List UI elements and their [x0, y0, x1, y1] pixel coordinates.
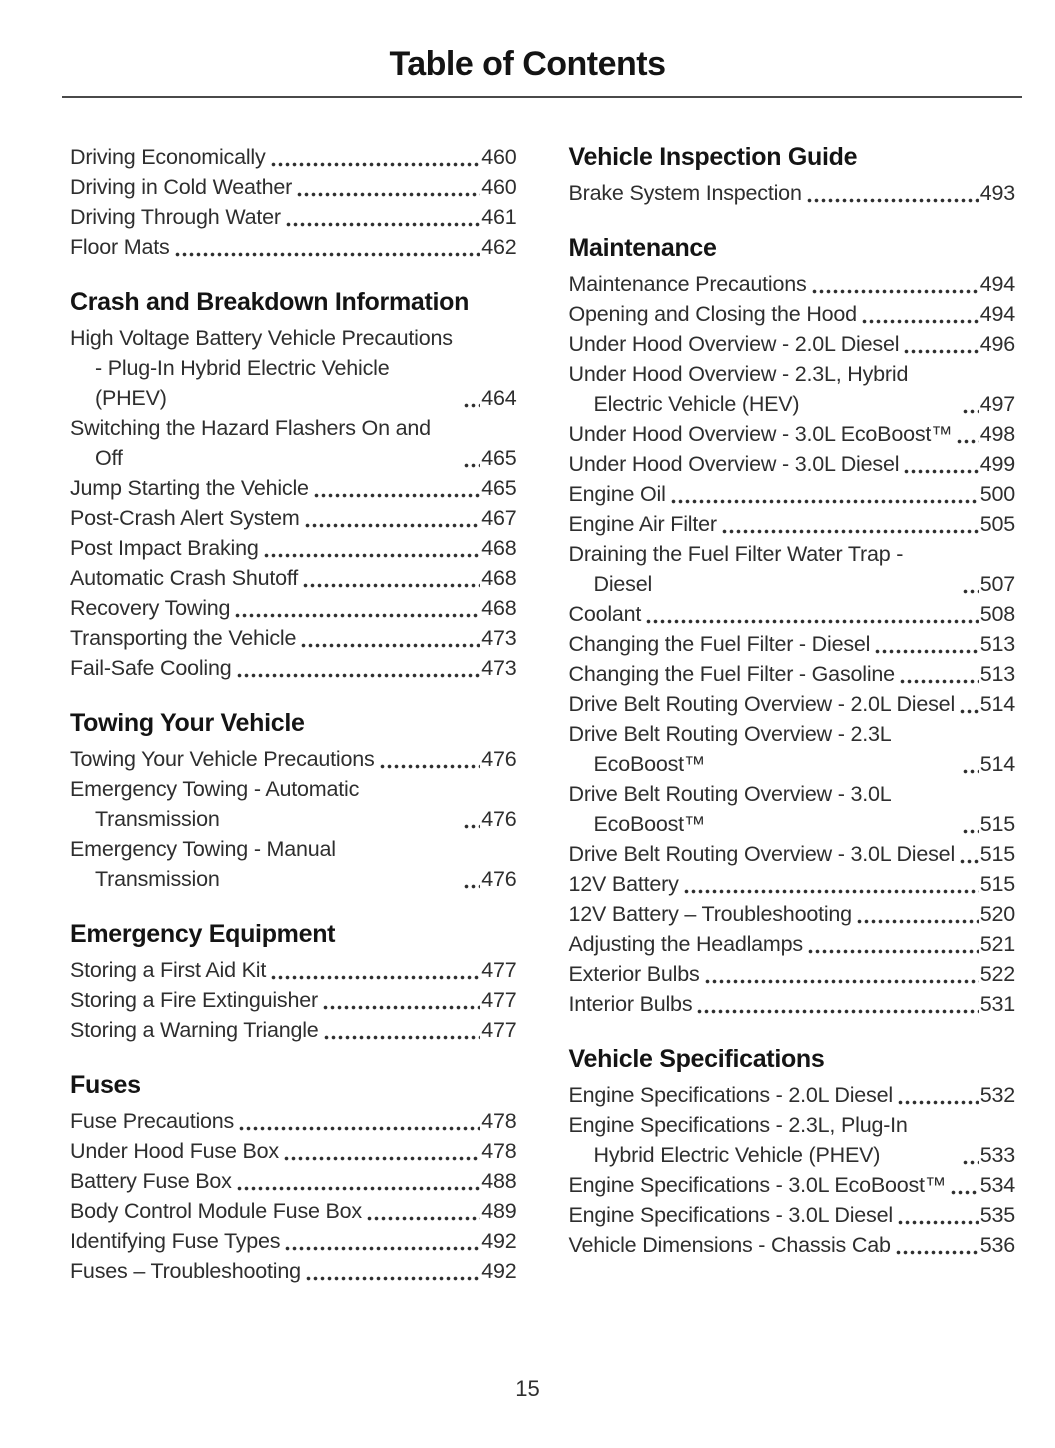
leader-dots — [367, 1196, 480, 1226]
toc-entry — [569, 479, 1016, 509]
leader-dots — [862, 299, 979, 329]
toc-entry-label: Emergency Towing - Manual Transmission — [70, 837, 336, 891]
toc-entry — [569, 1080, 1016, 1110]
leader-dots — [235, 593, 480, 623]
toc-entry-label: Storing a Fire Extinguisher — [70, 988, 318, 1012]
toc-entry — [70, 563, 517, 593]
toc-entry — [569, 839, 1016, 869]
toc-entry-label: Switching the Hazard Flashers On and Off — [70, 416, 431, 470]
toc-entry-page: 514 — [979, 752, 1015, 776]
leader-dots — [705, 959, 979, 989]
leader-dots — [175, 232, 481, 262]
toc-entry — [70, 1196, 517, 1226]
leader-dots — [951, 1170, 979, 1200]
toc-entry — [569, 629, 1016, 659]
toc-entry-label: 12V Battery – Troubleshooting — [568, 902, 852, 926]
toc-entry-label: Under Hood Overview - 3.0L Diesel — [568, 452, 900, 476]
toc-entry-page: 492 — [481, 1259, 517, 1283]
leader-dots — [271, 142, 481, 172]
leader-dots — [237, 1166, 481, 1196]
toc-entry — [569, 1170, 1016, 1200]
toc-entry — [569, 359, 1016, 419]
toc-entry-label: Drive Belt Routing Overview - 2.0L Diesel — [568, 692, 956, 716]
toc-entry — [569, 869, 1016, 899]
toc-entry-label: Maintenance Precautions — [568, 272, 807, 296]
toc-entry-page: 493 — [979, 181, 1015, 205]
toc-entry-label: Engine Specifications - 2.0L Diesel — [568, 1083, 893, 1107]
toc-entry — [70, 1106, 517, 1136]
toc-entry-page: 476 — [481, 807, 517, 831]
toc-entry — [569, 449, 1016, 479]
leader-dots — [963, 1140, 979, 1170]
toc-entry-label: Towing Your Vehicle Precautions — [70, 747, 375, 771]
toc-entry-page: 508 — [979, 602, 1015, 626]
toc-entry — [569, 1230, 1016, 1260]
leader-dots — [285, 1226, 480, 1256]
toc-entry-label: Under Hood Fuse Box — [70, 1139, 279, 1163]
toc-entry-page: 521 — [979, 932, 1015, 956]
toc-entry — [70, 653, 517, 683]
toc-entry-page: 468 — [481, 596, 517, 620]
toc-section — [70, 920, 517, 1045]
toc-entry-label: High Voltage Battery Vehicle Precautions - Plug-In Hybrid Electric Vehicle (PHEV) — [70, 326, 453, 410]
toc-entry-label: Driving Economically — [70, 145, 266, 169]
toc-entry-page: 500 — [979, 482, 1015, 506]
toc-entry-page: 460 — [481, 175, 517, 199]
toc-column-right — [569, 142, 1016, 1286]
toc-entry-label: Floor Mats — [70, 235, 170, 259]
toc-entry-page: 468 — [481, 566, 517, 590]
toc-entry-label: Identifying Fuse Types — [70, 1229, 281, 1253]
toc-entry — [70, 744, 517, 774]
leader-dots — [671, 479, 979, 509]
toc-entry-page: 477 — [481, 1018, 517, 1042]
toc-entry-page: 476 — [481, 747, 517, 771]
toc-entry-label: Engine Specifications - 3.0L EcoBoost™ — [568, 1173, 947, 1197]
toc-entry-label: Emergency Towing - Automatic Transmission — [70, 777, 360, 831]
toc-entry-page: 513 — [979, 662, 1015, 686]
toc-entry-label: Automatic Crash Shutoff — [70, 566, 299, 590]
toc-entry — [70, 142, 517, 172]
toc-column-left — [70, 142, 517, 1286]
toc-entry-page: 536 — [979, 1233, 1015, 1257]
leader-dots — [380, 744, 481, 774]
section-heading: Towing Your Vehicle — [70, 709, 305, 737]
toc-entry-label: Battery Fuse Box — [70, 1169, 232, 1193]
leader-dots — [957, 419, 978, 449]
toc-entry-page: 515 — [979, 842, 1015, 866]
toc-entry-label: Engine Air Filter — [568, 512, 717, 536]
leader-dots — [898, 1200, 979, 1230]
toc-entry-label: Engine Specifications - 3.0L Diesel — [568, 1203, 893, 1227]
toc-entry — [569, 599, 1016, 629]
toc-entry — [569, 719, 1016, 779]
toc-entry-page: 497 — [979, 392, 1015, 416]
toc-entry-page: 489 — [481, 1199, 517, 1223]
toc-entry-page: 477 — [481, 958, 517, 982]
leader-dots — [960, 689, 979, 719]
toc-entry-label: Fail-Safe Cooling — [70, 656, 232, 680]
toc-entry-label: Drive Belt Routing Overview - 3.0L EcoBoost™ — [568, 782, 891, 836]
toc-entry-label: Coolant — [568, 602, 642, 626]
leader-dots — [646, 599, 979, 629]
toc-entry — [569, 299, 1016, 329]
toc-entry-page: 465 — [481, 446, 517, 470]
leader-dots — [904, 329, 978, 359]
toc-entry-label: Fuses – Troubleshooting — [70, 1259, 301, 1283]
toc-entry-label: Under Hood Overview - 2.0L Diesel — [568, 332, 900, 356]
leader-dots — [900, 659, 979, 689]
leader-dots — [271, 955, 480, 985]
leader-dots — [264, 533, 481, 563]
toc-entry-label: Recovery Towing — [70, 596, 231, 620]
toc-entry-page: 488 — [481, 1169, 517, 1193]
toc-entry-page: 496 — [979, 332, 1015, 356]
leader-dots — [314, 473, 480, 503]
leader-dots — [684, 869, 979, 899]
leader-dots — [896, 1230, 979, 1260]
leader-dots — [286, 202, 480, 232]
toc-entry-label: Vehicle Dimensions - Chassis Cab — [568, 1233, 891, 1257]
toc-entry-page: 464 — [481, 386, 517, 410]
toc-entry — [70, 834, 517, 894]
leader-dots — [960, 839, 979, 869]
toc-entry — [569, 539, 1016, 599]
toc-body — [70, 142, 1015, 1286]
toc-entry — [569, 1200, 1016, 1230]
toc-entry-label: Brake System Inspection — [568, 181, 802, 205]
toc-entry — [70, 232, 517, 262]
section-heading: Emergency Equipment — [70, 920, 336, 948]
toc-entry — [70, 323, 517, 413]
toc-entry-label: Draining the Fuel Filter Water Trap - Diesel — [568, 542, 904, 596]
leader-dots — [898, 1080, 979, 1110]
toc-entry-page: 498 — [979, 422, 1015, 446]
leader-dots — [812, 269, 979, 299]
toc-entry — [70, 1166, 517, 1196]
toc-entry-page: 534 — [979, 1173, 1015, 1197]
toc-entry — [70, 985, 517, 1015]
toc-entry-label: Drive Belt Routing Overview - 3.0L Diesel — [568, 842, 956, 866]
toc-entry-label: Changing the Fuel Filter - Gasoline — [568, 662, 895, 686]
toc-entry-label: Opening and Closing the Hood — [568, 302, 857, 326]
toc-entry-page: 461 — [481, 205, 517, 229]
toc-entry-page: 477 — [481, 988, 517, 1012]
leader-dots — [301, 623, 480, 653]
toc-entry-page: 473 — [481, 656, 517, 680]
page-number: 15 — [515, 1376, 540, 1401]
page-title: Table of Contents — [389, 45, 666, 83]
toc-entry — [70, 774, 517, 834]
leader-dots — [963, 389, 979, 419]
toc-entry-page: 492 — [481, 1229, 517, 1253]
toc-entry — [70, 413, 517, 473]
toc-entry-page: 507 — [979, 572, 1015, 596]
toc-entry-label: Driving in Cold Weather — [70, 175, 293, 199]
toc-entry — [70, 1226, 517, 1256]
toc-entry — [569, 989, 1016, 1019]
toc-entry-label: Storing a Warning Triangle — [70, 1018, 319, 1042]
leader-dots — [963, 809, 979, 839]
toc-entry-label: Interior Bulbs — [568, 992, 693, 1016]
toc-section — [70, 709, 517, 894]
toc-entry-page: 515 — [979, 872, 1015, 896]
toc-entry-page: 513 — [979, 632, 1015, 656]
toc-entry-page: 465 — [481, 476, 517, 500]
leader-dots — [306, 1256, 480, 1286]
section-heading: Maintenance — [568, 234, 717, 262]
section-heading: Vehicle Inspection Guide — [568, 143, 858, 171]
toc-section — [569, 234, 1016, 1019]
leader-dots — [464, 804, 480, 834]
toc-entry-label: Exterior Bulbs — [568, 962, 700, 986]
title-divider — [62, 96, 1022, 98]
toc-entry — [70, 1015, 517, 1045]
leader-dots — [875, 629, 979, 659]
toc-section — [70, 288, 517, 683]
toc-entry-page: 499 — [979, 452, 1015, 476]
section-heading: Crash and Breakdown Information — [70, 288, 470, 316]
toc-entry — [70, 623, 517, 653]
toc-entry — [569, 1110, 1016, 1170]
toc-section — [70, 1071, 517, 1286]
leader-dots — [464, 864, 480, 894]
toc-entry-page: 494 — [979, 272, 1015, 296]
toc-entry — [70, 1256, 517, 1286]
toc-entry-label: Under Hood Overview - 3.0L EcoBoost™ — [568, 422, 953, 446]
toc-entry-page: 478 — [481, 1109, 517, 1133]
toc-entry-label: Changing the Fuel Filter - Diesel — [568, 632, 871, 656]
toc-section — [70, 142, 517, 262]
leader-dots — [904, 449, 978, 479]
toc-entry — [70, 593, 517, 623]
leader-dots — [807, 178, 979, 208]
toc-entry-label: Body Control Module Fuse Box — [70, 1199, 362, 1223]
toc-entry — [569, 509, 1016, 539]
toc-entry-page: 514 — [979, 692, 1015, 716]
toc-entry — [70, 955, 517, 985]
toc-entry — [70, 202, 517, 232]
toc-entry-page: 532 — [979, 1083, 1015, 1107]
leader-dots — [464, 383, 480, 413]
leader-dots — [284, 1136, 480, 1166]
toc-entry-label: Jump Starting the Vehicle — [70, 476, 309, 500]
toc-entry-label: Engine Oil — [568, 482, 666, 506]
toc-entry-page: 494 — [979, 302, 1015, 326]
toc-entry — [569, 959, 1016, 989]
toc-entry — [569, 929, 1016, 959]
toc-entry-page: 515 — [979, 812, 1015, 836]
toc-entry-label: Engine Specifications - 2.3L, Plug-In Hybrid Electric Vehicle (PHEV) — [568, 1113, 908, 1167]
toc-entry-page: 467 — [481, 506, 517, 530]
toc-entry-label: Drive Belt Routing Overview - 2.3L EcoBoost™ — [568, 722, 891, 776]
toc-entry-label: Under Hood Overview - 2.3L, Hybrid Electric Vehicle (HEV) — [568, 362, 909, 416]
leader-dots — [303, 563, 480, 593]
leader-dots — [305, 503, 481, 533]
toc-section — [569, 1045, 1016, 1260]
toc-entry — [569, 178, 1016, 208]
toc-entry-label: Driving Through Water — [70, 205, 281, 229]
leader-dots — [963, 749, 979, 779]
toc-section — [569, 143, 1016, 208]
toc-entry — [70, 172, 517, 202]
toc-entry — [569, 419, 1016, 449]
section-heading: Fuses — [70, 1071, 141, 1099]
toc-entry — [569, 659, 1016, 689]
toc-entry-label: Fuse Precautions — [70, 1109, 235, 1133]
toc-entry — [569, 689, 1016, 719]
leader-dots — [464, 443, 480, 473]
toc-entry-page: 462 — [481, 235, 517, 259]
leader-dots — [963, 569, 979, 599]
leader-dots — [697, 989, 978, 1019]
toc-entry-page: 478 — [481, 1139, 517, 1163]
toc-entry-label: Transporting the Vehicle — [70, 626, 297, 650]
leader-dots — [239, 1106, 480, 1136]
leader-dots — [324, 1015, 481, 1045]
section-heading: Vehicle Specifications — [568, 1045, 825, 1073]
toc-entry — [569, 329, 1016, 359]
toc-entry-label: 12V Battery — [568, 872, 679, 896]
leader-dots — [808, 929, 979, 959]
toc-entry — [569, 779, 1016, 839]
leader-dots — [297, 172, 480, 202]
toc-entry — [70, 473, 517, 503]
toc-entry — [569, 899, 1016, 929]
toc-entry — [70, 1136, 517, 1166]
toc-entry-page: 531 — [979, 992, 1015, 1016]
toc-entry — [70, 503, 517, 533]
toc-entry-page: 522 — [979, 962, 1015, 986]
toc-entry-page: 473 — [481, 626, 517, 650]
toc-entry-page: 520 — [979, 902, 1015, 926]
toc-entry-label: Post-Crash Alert System — [70, 506, 300, 530]
toc-entry-label: Storing a First Aid Kit — [70, 958, 267, 982]
toc-entry-page: 535 — [979, 1203, 1015, 1227]
toc-entry-page: 505 — [979, 512, 1015, 536]
leader-dots — [722, 509, 979, 539]
leader-dots — [857, 899, 979, 929]
toc-entry — [70, 533, 517, 563]
leader-dots — [237, 653, 481, 683]
toc-entry — [569, 269, 1016, 299]
toc-entry-label: Adjusting the Headlamps — [568, 932, 803, 956]
toc-entry-page: 468 — [481, 536, 517, 560]
toc-entry-label: Post Impact Braking — [70, 536, 259, 560]
leader-dots — [323, 985, 480, 1015]
toc-entry-page: 533 — [979, 1143, 1015, 1167]
toc-entry-page: 460 — [481, 145, 517, 169]
toc-entry-page: 476 — [481, 867, 517, 891]
